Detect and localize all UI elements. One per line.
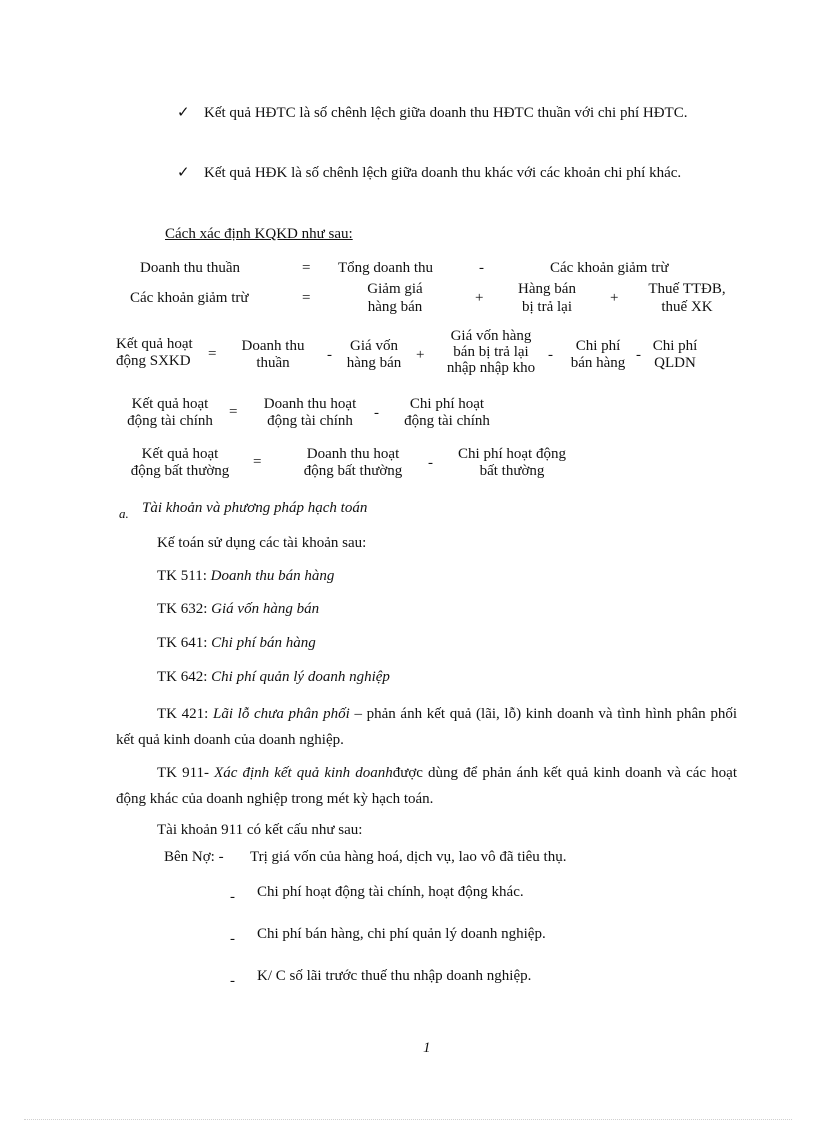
operator: +	[475, 290, 484, 306]
operator: -	[374, 405, 379, 421]
dash-marker: -	[230, 931, 235, 947]
formula-term: Hàng bán bị trả lại	[518, 281, 576, 315]
account-item: TK 511: Doanh thu bán hàng	[157, 568, 335, 584]
equals-sign: =	[229, 404, 238, 420]
account-item: TK 632: Giá vốn hàng bán	[157, 601, 320, 617]
equals-sign: =	[208, 346, 217, 362]
formula-lhs: Kết quả hoạt động bất thường	[130, 446, 230, 479]
debit-label: Bên Nợ: -	[164, 849, 224, 865]
equals-sign: =	[253, 454, 262, 470]
section-label: a.	[119, 506, 129, 521]
dash-marker: -	[230, 973, 235, 989]
account-item: TK 641: Chi phí bán hàng	[157, 635, 316, 651]
formula-term: Doanh thu hoạt động bất thường	[303, 446, 403, 479]
account-item: TK 642: Chi phí quản lý doanh nghiệp	[157, 669, 390, 685]
tk911-paragraph: TK 911- Xác định kết quả kinh doanhđược dùng để phản ánh kết quả kinh doanh và các hoạt động khác của doanh nghiệp trong mét kỳ hạch toán.	[116, 765, 737, 807]
operator: -	[548, 347, 553, 363]
check-icon: ✓	[177, 103, 190, 121]
formula-lhs: Các khoản giảm trừ	[130, 290, 249, 306]
debit-item: Trị giá vốn của hàng hoá, dịch vụ, lao vô đã tiêu thụ.	[250, 849, 567, 865]
dash-marker: -	[230, 889, 235, 905]
bullet-text: Kết quả HĐTC là số chênh lệch giữa doanh thu HĐTC thuần với chi phí HĐTC.	[204, 105, 688, 121]
bullet-text: Kết quả HĐK là số chênh lệch giữa doanh thu khác với các khoản chi phí khác.	[204, 165, 682, 181]
operator: -	[327, 347, 332, 363]
formula-term: Giá vốn hàng bán bị trả lại nhập nhập kho	[446, 328, 536, 376]
formula-term: Chi phí hoạt động tài chính	[404, 396, 490, 429]
debit-item: K/ C số lãi trước thuế thu nhập doanh nghiệp.	[257, 968, 532, 984]
formula-term: Chi phí bán hàng	[570, 338, 626, 371]
formula-heading: Cách xác định KQKD như sau:	[165, 226, 353, 242]
debit-item: Chi phí bán hàng, chi phí quản lý doanh nghiệp.	[257, 926, 546, 942]
operator: -	[636, 347, 641, 363]
formula-term: Giảm giá hàng bán	[367, 281, 423, 315]
formula-term: Tổng doanh thu	[338, 260, 433, 276]
formula-lhs: Kết quả hoạt động tài chính	[127, 396, 213, 429]
tk421-paragraph: TK 421: Lãi lỗ chưa phân phối – phản ánh kết quả (lãi, lỗ) kinh doanh và tình hình phân phối kết quả kinh doanh của doanh nghiệp.	[116, 706, 737, 748]
formula-lhs: Doanh thu thuần	[140, 260, 240, 276]
accounts-intro: Kế toán sử dụng các tài khoản sau:	[157, 535, 367, 551]
formula-term: Chi phí QLDN	[652, 338, 698, 371]
page-number: 1	[423, 1040, 431, 1056]
footer-divider	[24, 1119, 792, 1120]
check-icon: ✓	[177, 163, 190, 181]
formula-lhs: Kết quả hoạt động SXKD	[116, 336, 193, 369]
formula-term: Doanh thu thuần	[241, 338, 305, 371]
operator: +	[416, 347, 425, 363]
debit-item: Chi phí hoạt động tài chính, hoạt động khác.	[257, 884, 524, 900]
operator: -	[479, 260, 484, 276]
formula-term: Giá vốn hàng bán	[346, 338, 402, 371]
operator: +	[610, 290, 619, 306]
equals-sign: =	[302, 290, 311, 306]
formula-term: Doanh thu hoạt động tài chính	[263, 396, 357, 429]
formula-term: Thuế TTĐB, thuế XK	[648, 281, 726, 315]
operator: -	[428, 455, 433, 471]
structure-intro: Tài khoản 911 có kết cấu như sau:	[157, 822, 363, 838]
section-title: Tài khoản và phương pháp hạch toán	[142, 500, 368, 516]
formula-term: Các khoản giảm trừ	[550, 260, 669, 276]
formula-term: Chi phí hoạt động bất thường	[458, 446, 566, 479]
equals-sign: =	[302, 260, 311, 276]
